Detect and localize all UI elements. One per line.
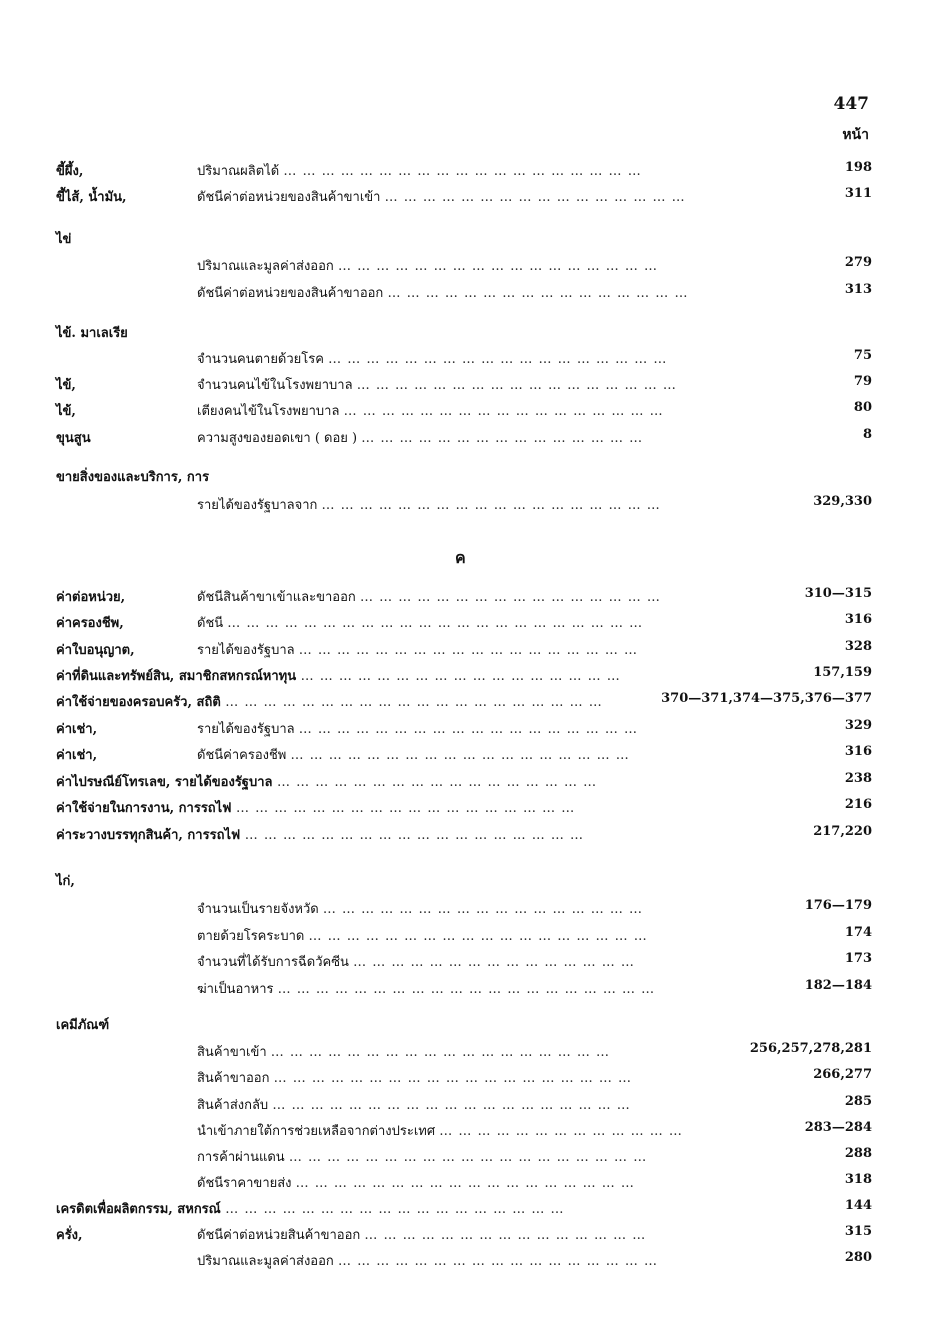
- index-term: ค่าต่อหน่วย,: [56, 590, 126, 605]
- index-row: [56, 1094, 872, 1116]
- page-ref: 174: [844, 925, 872, 940]
- page-ref: 283—284: [804, 1120, 872, 1135]
- index-term: ค่าเช่า,: [56, 748, 98, 763]
- index-row: [56, 1250, 872, 1272]
- page-ref: 370—371,374—375,376—377: [661, 691, 872, 706]
- index-subentry: สินค้าขาออก … … … … … … … … … … … … … … … … … … …: [197, 1071, 633, 1086]
- index-row: [56, 186, 872, 208]
- page-ref: 182—184: [804, 978, 872, 993]
- index-row: [56, 771, 872, 793]
- group-heading: ไข้. มาเลเรีย: [56, 326, 128, 341]
- index-subentry: ฆ่าเป็นอาหาร … … … … … … … … … … … … … … … … … … … …: [197, 982, 656, 997]
- page-ref: 329,330: [813, 494, 872, 509]
- index-subentry: รายได้ของรัฐบาลจาก … … … … … … … … … … … … … … … … … …: [197, 498, 661, 513]
- page-ref: 173: [844, 951, 872, 966]
- index-subentry: นำเข้าภายใต้การช่วยเหลือจากต่างประเทศ … … … … … … … … … … … … …: [197, 1124, 683, 1139]
- page-ref: 217,220: [813, 824, 872, 839]
- index-subentry: เตียงคนไข้ในโรงพยาบาล … … … … … … … … … … … … … … … … …: [197, 404, 664, 419]
- page-ref: 279: [844, 255, 872, 270]
- index-subentry: รายได้ของรัฐบาล … … … … … … … … … … … … … … … … … …: [197, 643, 638, 658]
- index-term: ครั่ง,: [56, 1228, 83, 1243]
- index-term: ค่าใช้จ่ายในการงาน, การรถไฟ … … … … … … … … … … … … … … … … … …: [56, 801, 576, 816]
- page-ref: 329: [844, 718, 872, 733]
- page-ref: 266,277: [813, 1067, 872, 1082]
- index-subentry: ปริมาณและมูลค่าส่งออก … … … … … … … … … … … … … … … … …: [197, 259, 659, 274]
- index-term: ค่าเช่า,: [56, 722, 98, 737]
- index-row: [56, 1067, 872, 1089]
- index-row: [56, 160, 872, 182]
- page-number: 447: [833, 94, 869, 114]
- index-subentry: ดัชนีราคาขายส่ง … … … … … … … … … … … … … … … … … …: [197, 1176, 635, 1191]
- index-row: [56, 494, 872, 516]
- index-subentry: ดัชนีค่าต่อหน่วยของสินค้าขาเข้า … … … … … … … … … … … … … … … …: [197, 190, 686, 205]
- index-row: [56, 282, 872, 304]
- index-term: ค่าระวางบรรทุกสินค้า, การรถไฟ … … … … … … … … … … … … … … … … … …: [56, 828, 584, 843]
- page-ref: 238: [844, 771, 872, 786]
- page-ref: 256,257,278,281: [749, 1041, 872, 1056]
- index-row: [56, 665, 872, 687]
- page-ref: 316: [844, 744, 872, 759]
- page-ref: 316: [844, 612, 872, 627]
- page-ref: 80: [853, 400, 872, 415]
- index-row: [56, 951, 872, 973]
- index-subentry: ดัชนีสินค้าขาเข้าและขาออก … … … … … … … … … … … … … … … …: [197, 590, 661, 605]
- index-term: ขี้ผึ้ง,: [56, 164, 84, 179]
- index-subentry: ดัชนีค่าครองชีพ … … … … … … … … … … … … … … … … … …: [197, 748, 630, 763]
- index-subentry: รายได้ของรัฐบาล … … … … … … … … … … … … … … … … … …: [197, 722, 638, 737]
- index-row: [56, 1120, 872, 1142]
- index-term: เครดิตเพื่อผลิตกรรม, สหกรณ์ … … … … … … … … … … … … … … … … … …: [56, 1202, 565, 1217]
- index-term: ค่าไปรษณีย์โทรเลข, รายได้ของรัฐบาล … … … … … … … … … … … … … … … … …: [56, 775, 598, 790]
- index-row: [56, 1146, 872, 1168]
- page-ref: 144: [844, 1198, 872, 1213]
- page-ref: 313: [844, 282, 872, 297]
- index-subentry: จำนวนที่ได้รับการฉีดวัคซีน … … … … … … … … … … … … … … …: [197, 955, 635, 970]
- index-row: [56, 744, 872, 766]
- index-row: [56, 1224, 872, 1246]
- index-row: [56, 691, 872, 713]
- page-ref: 75: [853, 348, 872, 363]
- group-heading: ไข่: [56, 232, 72, 247]
- index-row: [56, 1198, 872, 1220]
- index-term: ขี้ไส้, น้ำมัน,: [56, 190, 127, 205]
- index-row: [56, 898, 872, 920]
- group-heading: ไก่,: [56, 874, 75, 889]
- index-row: [56, 797, 872, 819]
- index-subentry: ปริมาณและมูลค่าส่งออก … … … … … … … … … … … … … … … … …: [197, 1254, 659, 1269]
- page-ref: 8: [862, 427, 872, 442]
- index-subentry: จำนวนคนไข้ในโรงพยาบาล … … … … … … … … … … … … … … … … …: [197, 378, 677, 393]
- index-row: [56, 718, 872, 740]
- index-subentry: สินค้าส่งกลับ … … … … … … … … … … … … … … … … … … …: [197, 1098, 631, 1113]
- page-ref: 280: [844, 1250, 872, 1265]
- index-row: [56, 255, 872, 277]
- page-ref: 157,159: [813, 665, 872, 680]
- index-term: ค่าใช้จ่ายของครอบครัว, สถิติ … … … … … … … … … … … … … … … … … … … …: [56, 695, 603, 710]
- index-term: ไข้,: [56, 404, 76, 419]
- index-row: [56, 400, 872, 422]
- index-subentry: ความสูงของยอดเขา ( ดอย ) … … … … … … … … … … … … … … …: [197, 431, 644, 446]
- page-ref: 310—315: [804, 586, 872, 601]
- page-ref: 328: [844, 639, 872, 654]
- index-subentry: ดัชนีค่าต่อหน่วยของสินค้าขาออก … … … … … … … … … … … … … … … …: [197, 286, 689, 301]
- page-label: หน้า: [842, 127, 869, 143]
- section-letter: ค: [455, 548, 466, 567]
- index-subentry: ดัชนี … … … … … … … … … … … … … … … … … … … … … …: [197, 616, 644, 631]
- index-subentry: ดัชนีค่าต่อหน่วยสินค้าขาออก … … … … … … … … … … … … … … …: [197, 1228, 647, 1243]
- index-row: [56, 1041, 872, 1063]
- index-term: ขุนสูน: [56, 431, 91, 446]
- page-ref: 315: [844, 1224, 872, 1239]
- index-term: ไข้,: [56, 378, 76, 393]
- index-row: [56, 639, 872, 661]
- index-subentry: ปริมาณผลิตได้ … … … … … … … … … … … … … … … … … … …: [197, 164, 642, 179]
- group-heading: เคมีภัณฑ์: [56, 1018, 110, 1033]
- page-ref: 318: [844, 1172, 872, 1187]
- index-subentry: จำนวนเป็นรายจังหวัด … … … … … … … … … … … … … … … … …: [197, 902, 644, 917]
- index-row: [56, 586, 872, 608]
- index-term: ค่าใบอนุญาต,: [56, 643, 135, 658]
- index-row: [56, 348, 872, 370]
- page-ref: 285: [844, 1094, 872, 1109]
- index-row: [56, 374, 872, 396]
- index-subentry: ตายด้วยโรคระบาด … … … … … … … … … … … … … … … … … …: [197, 929, 648, 944]
- index-subentry: จำนวนคนตายด้วยโรค … … … … … … … … … … … … … … … … … …: [197, 352, 668, 367]
- index-term: ค่าครองชีพ,: [56, 616, 124, 631]
- group-heading: ขายสิ่งของและบริการ, การ: [56, 470, 210, 485]
- index-row: [56, 978, 872, 1000]
- index-subentry: การค้าผ่านแดน … … … … … … … … … … … … … … … … … … …: [197, 1150, 648, 1165]
- index-row: [56, 925, 872, 947]
- page-ref: 311: [844, 186, 872, 201]
- page-ref: 216: [844, 797, 872, 812]
- page-ref: 198: [844, 160, 872, 175]
- page-ref: 288: [844, 1146, 872, 1161]
- page-ref: 176—179: [804, 898, 872, 913]
- index-row: [56, 824, 872, 846]
- index-row: [56, 427, 872, 449]
- index-row: [56, 1172, 872, 1194]
- index-term: ค่าที่ดินและทรัพย์สิน, สมาชิกสหกรณ์หาทุน … … … … … … … … … … … … … … … … …: [56, 669, 621, 684]
- index-row: [56, 612, 872, 634]
- page-ref: 79: [853, 374, 872, 389]
- index-subentry: สินค้าขาเข้า … … … … … … … … … … … … … … … … … …: [197, 1045, 611, 1060]
